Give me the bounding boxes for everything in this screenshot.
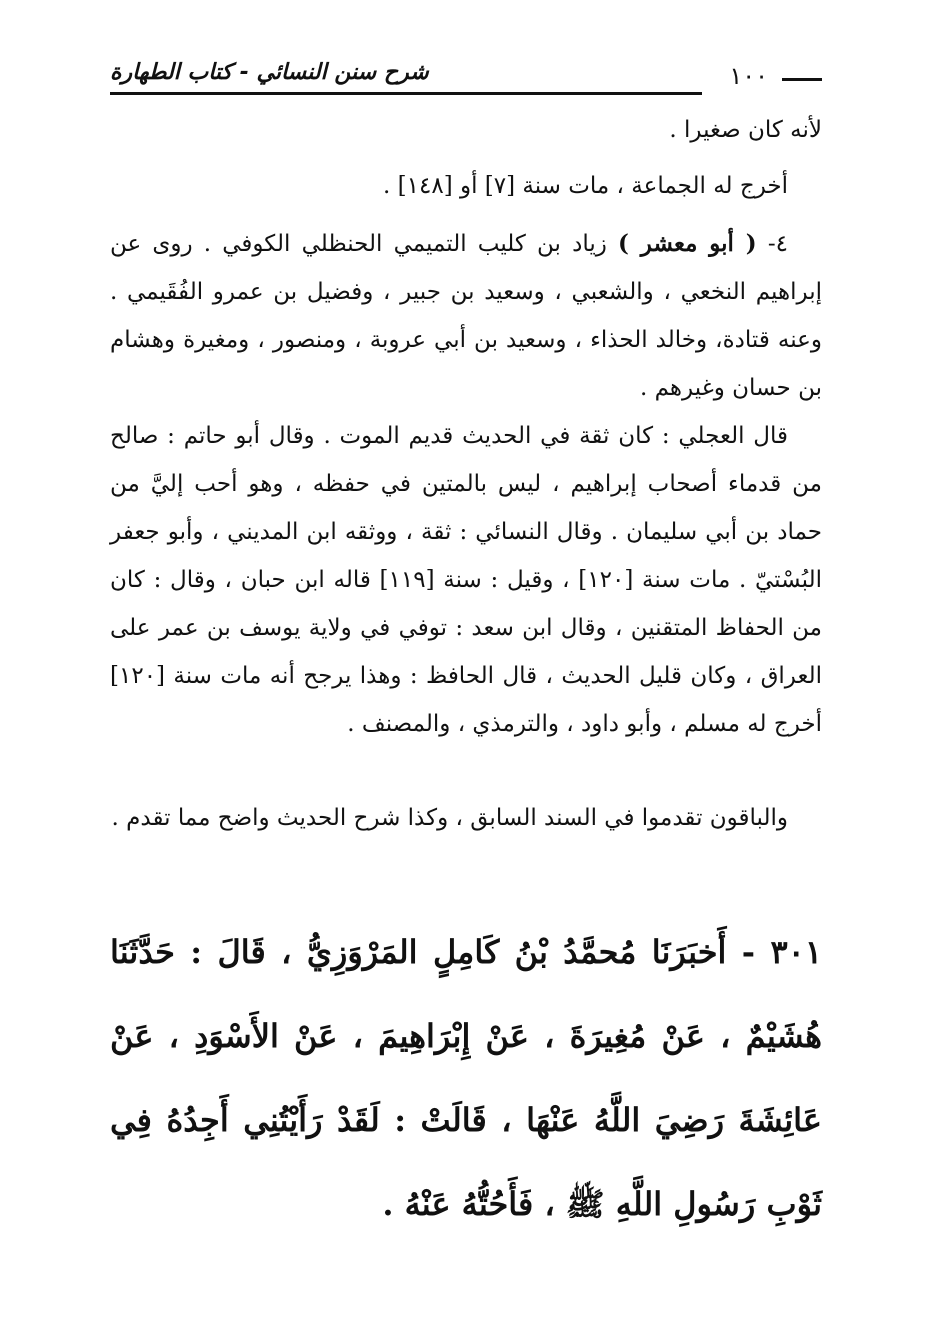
entry-number: ٤- (767, 231, 789, 257)
paragraph-2 (110, 162, 822, 210)
running-title: شرح سنن النسائي - كتاب الطهارة (110, 60, 429, 85)
narrator-paragraph (110, 220, 822, 412)
paragraph-5 (110, 794, 822, 842)
hadith-number: ٣٠١ - (741, 933, 823, 971)
narrator-entry (110, 220, 822, 412)
paragraph-1 (110, 106, 822, 154)
page-number-dash (782, 78, 822, 81)
hadith-text: أَخبَرَنَا مُحمَّدُ بْنُ كَامِلٍ المَرْوَزِيُّ ، قَالَ : حَدَّثَنَا هُشَيْمٌ ، عَنْ مُغِيرَةَ ، عَنْ إِبْرَاهِيمَ ، عَنْ الأَسْوَدِ ، عَنْ عَائِشَةَ رَضِيَ اللَّهُ عَنْهَا ، قَالَتْ : لَقَدْ رَأَيْتُنِي أَجِدُهُ فِي ثَوْبِ رَسُولِ اللَّهِ ﷺ ، فَأَحُتُّهُ عَنْهُ . (110, 933, 823, 1223)
narrator-name: ( أبو معشر ) (618, 230, 757, 257)
header-rule (110, 92, 702, 95)
paragraph-4 (110, 412, 822, 748)
paragraph-text: أخرج له الجماعة ، مات سنة [٧] أو [١٤٨] . (383, 173, 788, 199)
paragraph-text: لأنه كان صغيرا . (669, 117, 822, 143)
page-header (110, 56, 822, 100)
narrator-bio: زياد بن كليب التميمي الحنظلي الكوفي . روى عن إبراهيم النخعي ، والشعبي ، وسعيد بن جبير ، وفضيل بن عمرو الفُقَيمي . وعنه قتادة، وخالد الحذاء ، وسعيد بن أبي عروبة ، ومنصور ، ومغيرة وهشام بن حسان وغيرهم . (110, 231, 822, 401)
hadith-block (110, 910, 822, 1246)
page-number: ١٠٠ (729, 62, 768, 90)
paragraph-text: والباقون تقدموا في السند السابق ، وكذا شرح الحديث واضح مما تقدم . (111, 805, 788, 831)
paragraph-text: قال العجلي : كان ثقة في الحديث قديم الموت . وقال أبو حاتم : صالح من قدماء أصحاب إبراهيم ، ليس بالمتين في حفظه ، وهو أحب إليَّ من حماد بن أبي سليمان . وقال النسائي : ثقة ، ووثقه ابن المديني ، وأبو جعفر البُسْتيّ . مات سنة [١٢٠] ، وقيل : سنة [١١٩] قاله ابن حبان ، وقال : كان من الحفاظ المتقنين ، وقال ابن سعد : توفي في ولاية يوسف بن عمر على العراق ، وكان قليل الحديث ، قال الحافظ : وهذا يرجح أنه مات سنة [١٢٠] أخرج له مسلم ، وأبو داود ، والترمذي ، والمصنف . (110, 423, 822, 737)
